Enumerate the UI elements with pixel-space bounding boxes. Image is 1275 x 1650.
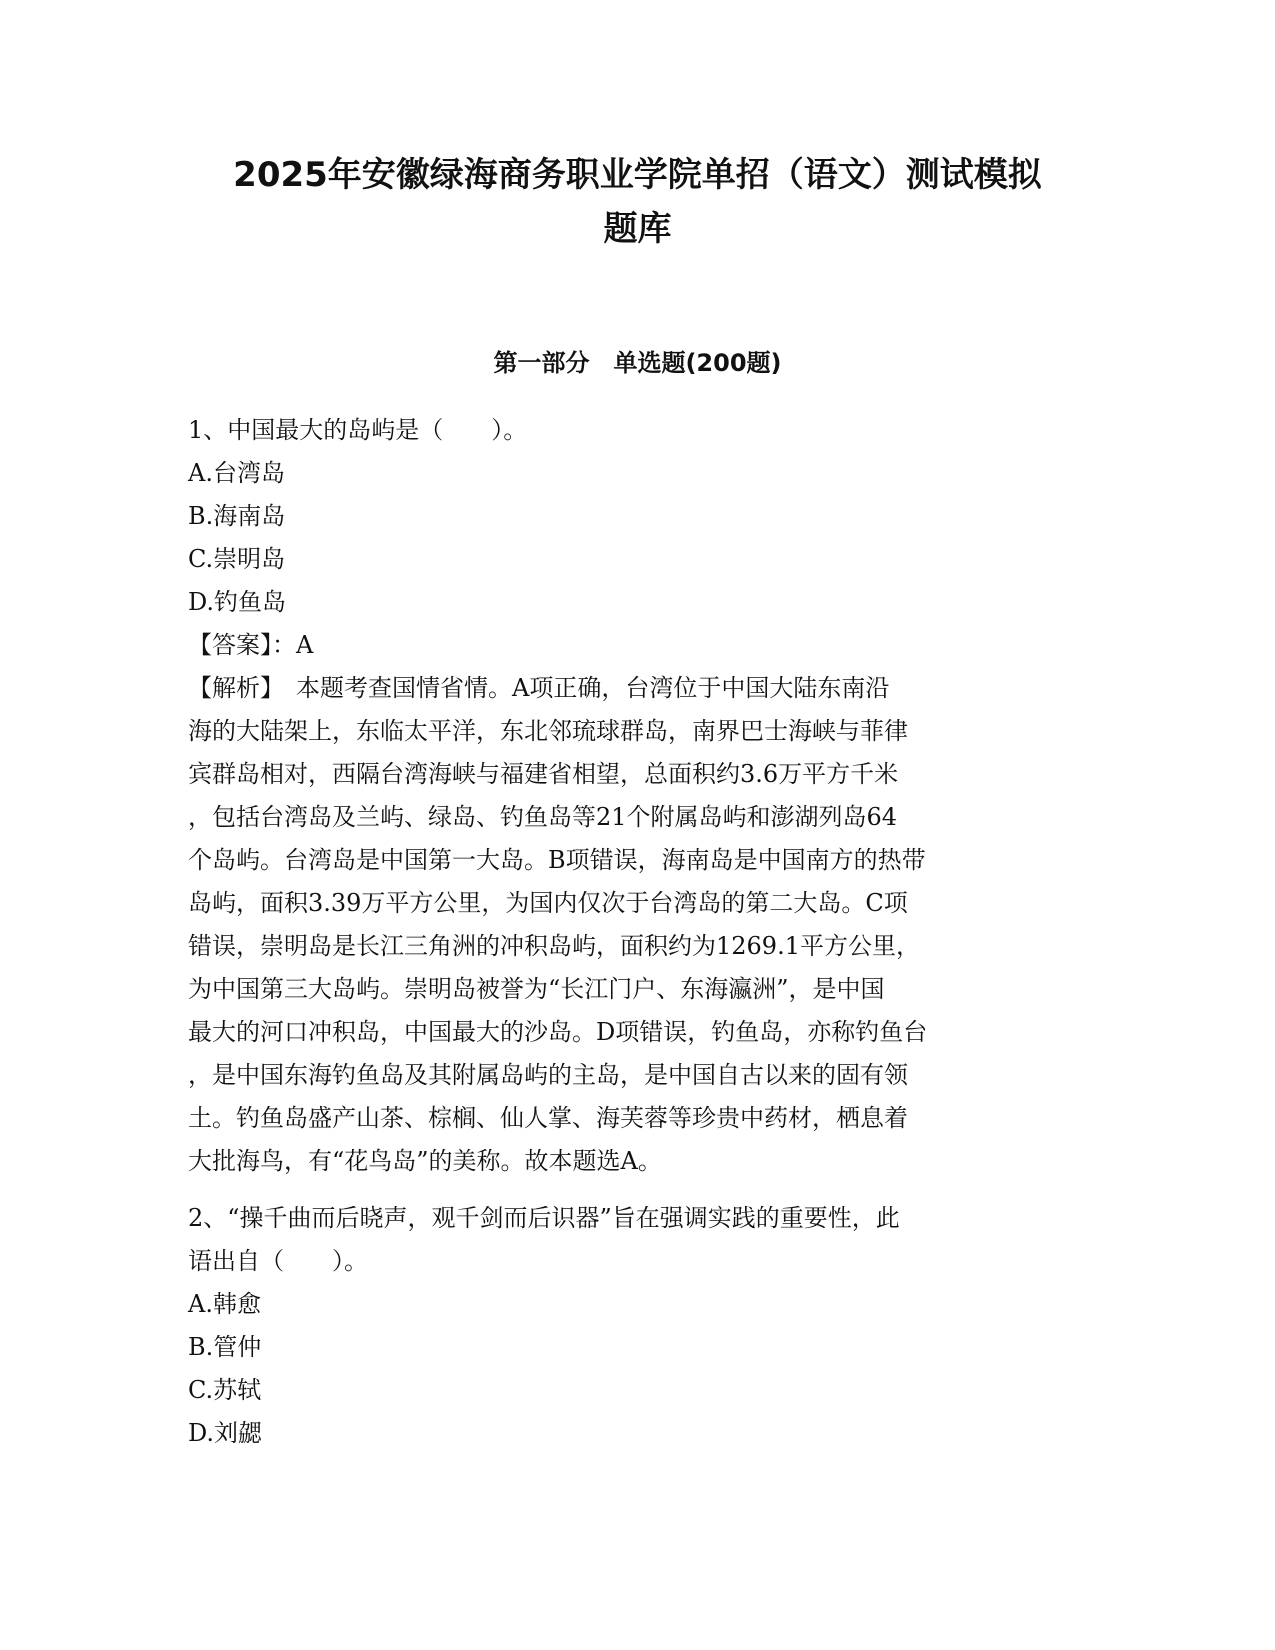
question-1 bbox=[188, 409, 1088, 1183]
analysis-line: 宾群岛相对，西隔台湾海峡与福建省相望，总面积约3.6万平方千米 bbox=[188, 760, 899, 788]
analysis-line: 个岛屿。台湾岛是中国第一大岛。B项错误，海南岛是中国南方的热带 bbox=[188, 846, 926, 874]
analysis-line: ，包括台湾岛及兰屿、绿岛、钓鱼岛等21个附属岛屿和澎湖列岛64 bbox=[188, 803, 898, 831]
question-stem-line: 2、“操千曲而后晓声，观千剑而后识器”旨在强调实践的重要性，此 bbox=[188, 1204, 900, 1232]
document-title-line-1: 2025年安徽绿海商务职业学院单招（语文）测试模拟 bbox=[233, 155, 1042, 195]
analysis-line: 【解析】 本题考查国情省情。A项正确，台湾位于中国大陆东南沿 bbox=[188, 674, 890, 702]
analysis-line: 岛屿，面积3.39万平方公里，为国内仅次于台湾岛的第二大岛。C项 bbox=[188, 889, 908, 917]
analysis-block bbox=[188, 667, 1088, 1183]
question-stem: 1、中国最大的岛屿是（ ）。 bbox=[188, 416, 528, 444]
document-title-line-2: 题库 bbox=[603, 209, 672, 249]
question-stem-line: 语出自（ ）。 bbox=[188, 1247, 368, 1275]
analysis-line: 错误，崇明岛是长江三角洲的冲积岛屿，面积约为1269.1平方公里， bbox=[188, 932, 920, 960]
option-a: A.台湾岛 bbox=[188, 459, 285, 487]
option-d: D.钓鱼岛 bbox=[188, 588, 287, 616]
analysis-line: 最大的河口冲积岛，中国最大的沙岛。D项错误，钓鱼岛，亦称钓鱼台 bbox=[188, 1018, 928, 1046]
document-title bbox=[150, 148, 1125, 256]
analysis-line: 土。钓鱼岛盛产山茶、棕榈、仙人掌、海芙蓉等珍贵中药材，栖息着 bbox=[188, 1104, 908, 1132]
option-c: C.崇明岛 bbox=[188, 545, 286, 573]
option-d: D.刘勰 bbox=[188, 1419, 263, 1447]
analysis-line: ，是中国东海钓鱼岛及其附属岛屿的主岛，是中国自古以来的固有领 bbox=[188, 1061, 908, 1089]
option-b: B.管仲 bbox=[188, 1333, 262, 1361]
option-b: B.海南岛 bbox=[188, 502, 286, 530]
analysis-line: 海的大陆架上，东临太平洋，东北邻琉球群岛，南界巴士海峡与菲律 bbox=[188, 717, 908, 745]
analysis-line: 大批海鸟，有“花鸟岛”的美称。故本题选A。 bbox=[188, 1147, 662, 1175]
section-heading: 第一部分 单选题(200题) bbox=[493, 349, 782, 377]
analysis-line: 为中国第三大岛屿。崇明岛被誉为“长江门户、东海瀛洲”，是中国 bbox=[188, 975, 885, 1003]
question-list bbox=[188, 409, 1088, 1469]
option-c: C.苏轼 bbox=[188, 1376, 262, 1404]
answer-line: 【答案】：A bbox=[188, 631, 314, 659]
question-2 bbox=[188, 1197, 1088, 1455]
option-a: A.韩愈 bbox=[188, 1290, 261, 1318]
